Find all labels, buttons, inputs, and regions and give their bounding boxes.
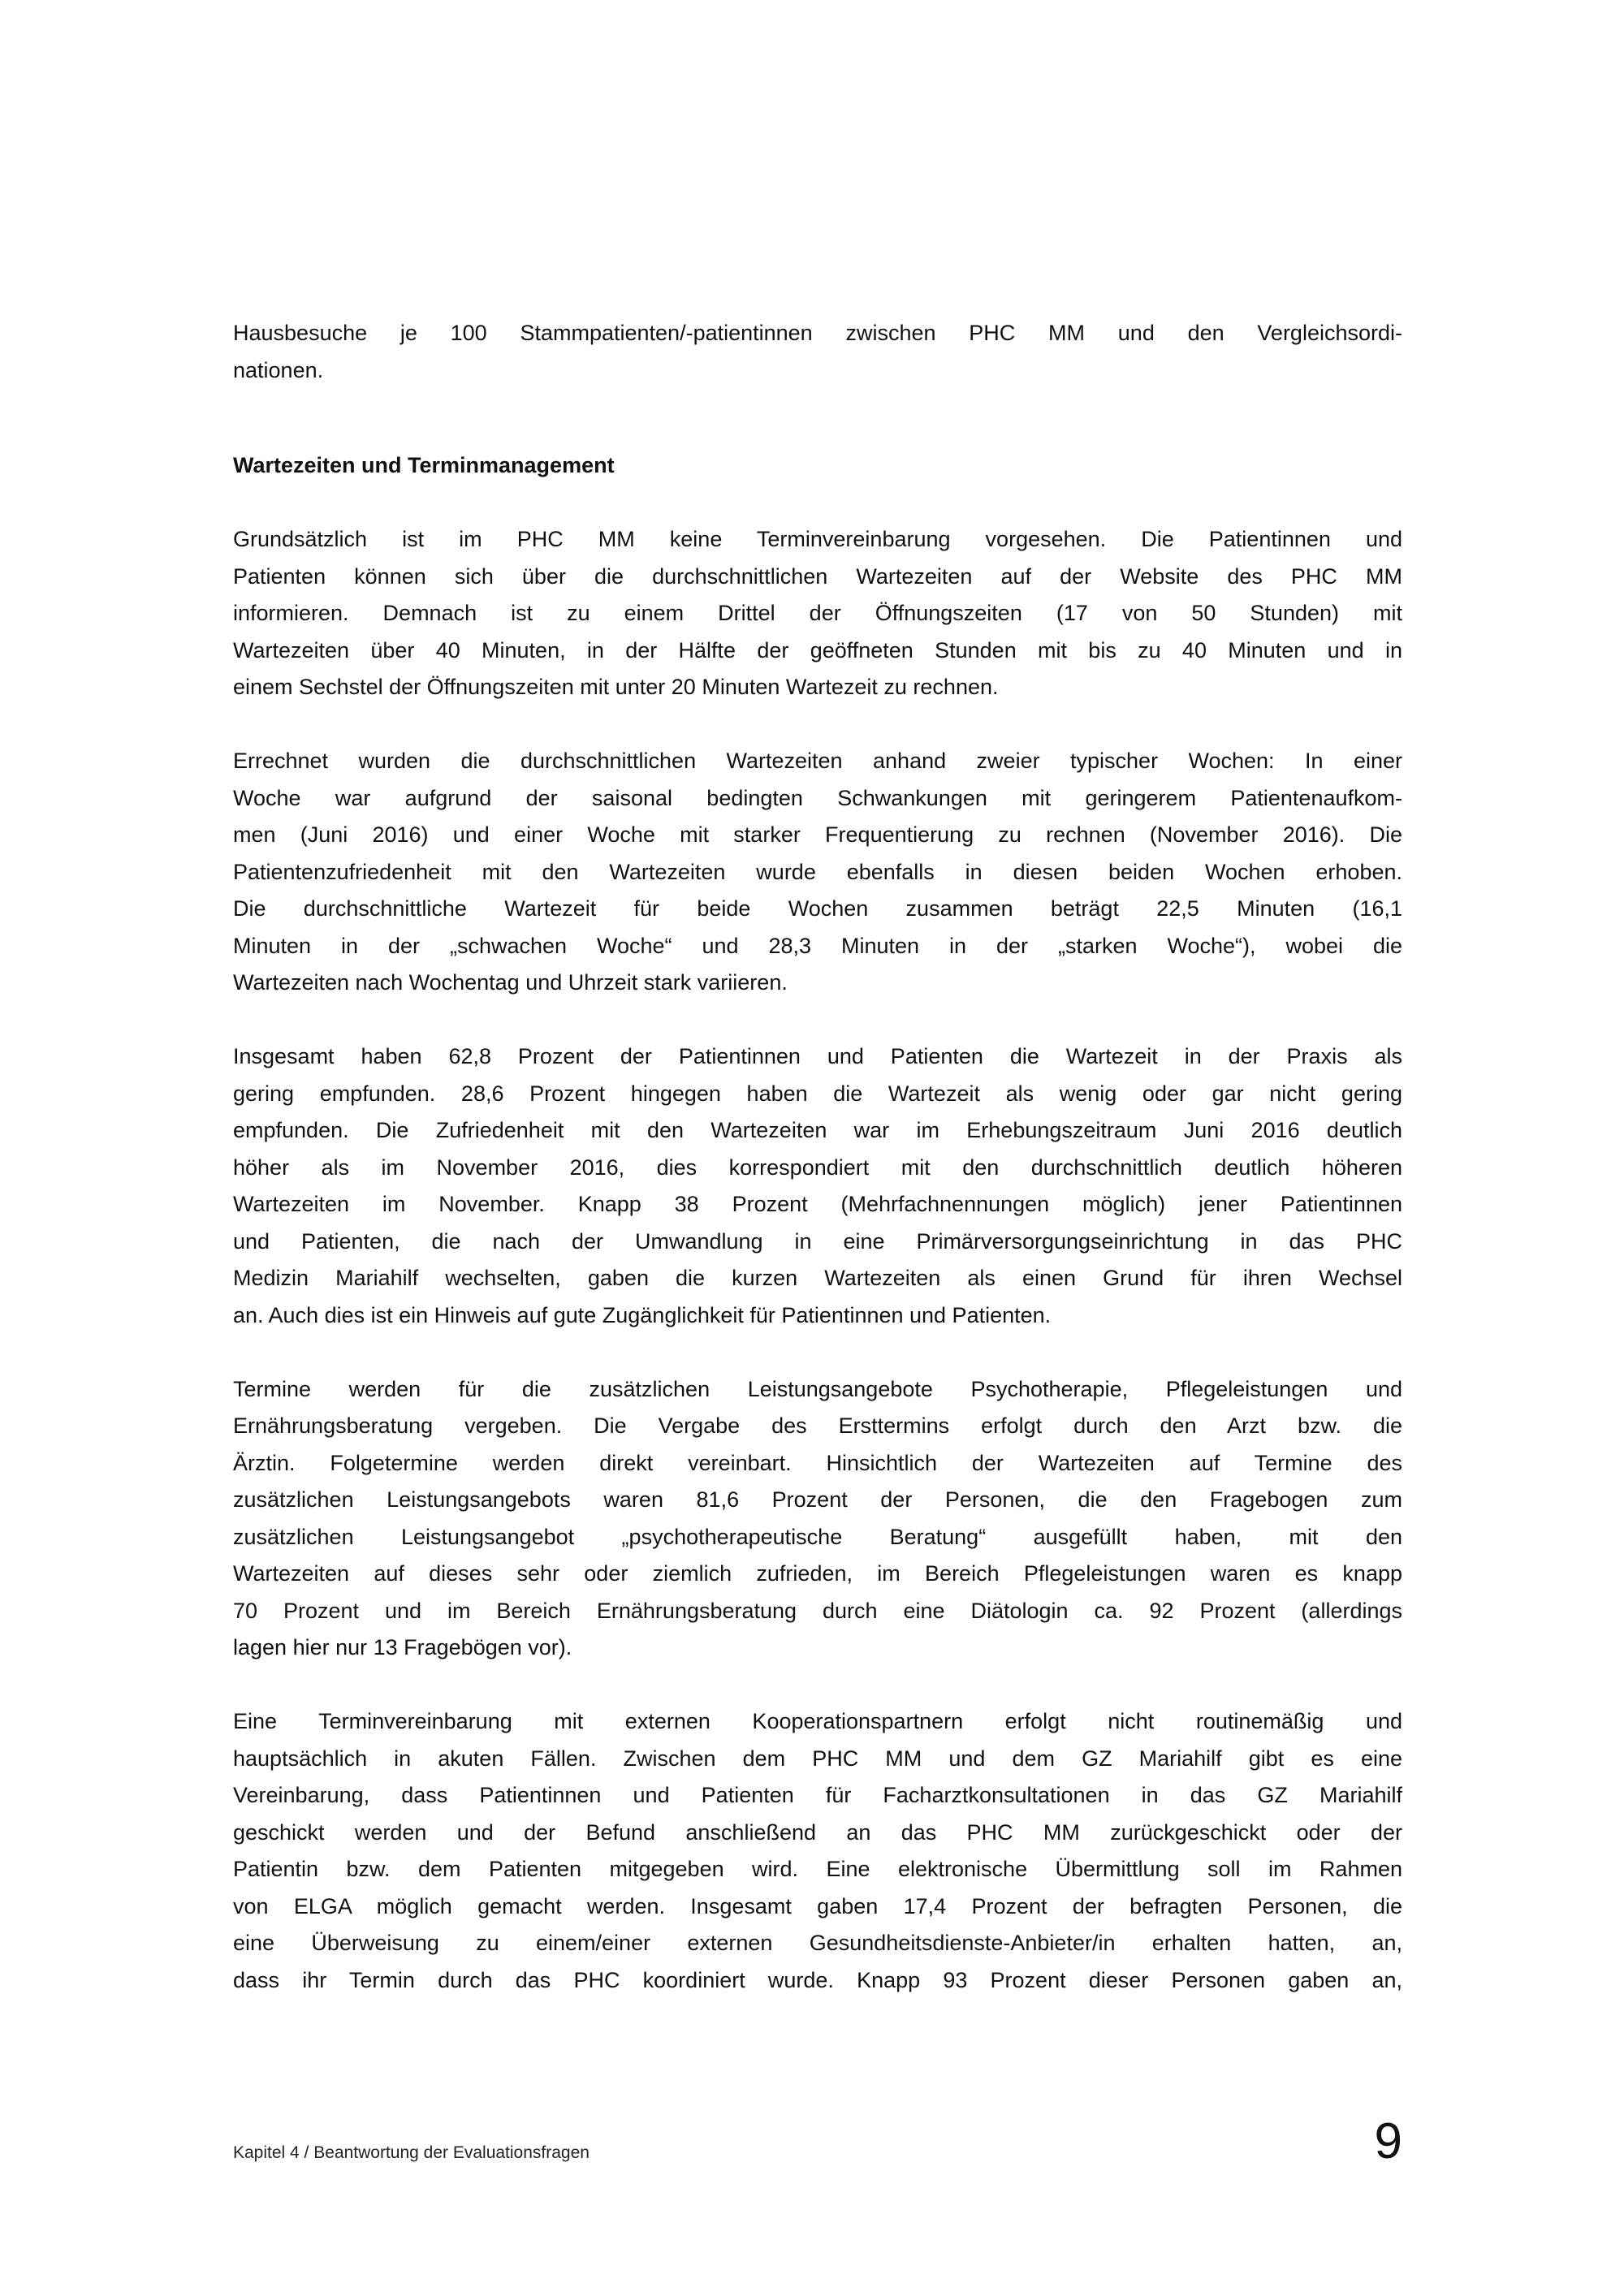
text-line: Minuten in der „schwachen Woche“ und 28,3 Minuten in der „starken Woche“), wobei die [233,933,1402,958]
text-line: lagen hier nur 13 Fragebögen vor). [233,1635,572,1659]
text-line: Grundsätzlich ist im PHC MM keine Terminvereinbarung vorgesehen. Die Patientinnen und [233,527,1402,551]
text-line: Wartezeiten im November. Knapp 38 Prozent (Mehrfachnennungen möglich) jener Patientinnen [233,1192,1402,1216]
text-line: Wartezeiten über 40 Minuten, in der Hälfte der geöffneten Stunden mit bis zu 40 Minuten und in [233,637,1402,662]
footer-chapter: Kapitel 4 / Beantwortung der Evaluationsfragen [233,2143,590,2162]
text-line: Hausbesuche je 100 Stammpatienten/-patientinnen zwischen PHC MM und den Vergleichsordi- [233,321,1402,345]
text-line: Insgesamt haben 62,8 Prozent der Patientinnen und Patienten die Wartezeit in der Praxis als [233,1044,1402,1068]
text-line: von ELGA möglich gemacht werden. Insgesamt gaben 17,4 Prozent der befragten Personen, die [233,1893,1402,1918]
text-line: empfunden. Die Zufriedenheit mit den Wartezeiten war im Erhebungszeitraum Juni 2016 deutlich [233,1118,1402,1142]
paragraphs [233,521,1402,1999]
text-line: Die durchschnittliche Wartezeit für beide Wochen zusammen beträgt 22,5 Minuten (16,1 [233,896,1402,921]
text-line: zusätzlichen Leistungsangebot „psychotherapeutische Beratung“ ausgefüllt haben, mit den [233,1524,1402,1549]
text-line: Ernährungsberatung vergeben. Die Vergabe des Ersttermins erfolgt durch den Arzt bzw. die [233,1413,1402,1438]
text-line: 70 Prozent und im Bereich Ernährungsberatung durch eine Diätologin ca. 92 Prozent (allerdings [233,1598,1402,1623]
text-line: dass ihr Termin durch das PHC koordiniert wurde. Knapp 93 Prozent dieser Personen gaben an, [233,1967,1402,1992]
text-line: men (Juni 2016) und einer Woche mit starker Frequentierung zu rechnen (November 2016). Die [233,822,1402,847]
text-line: einem Sechstel der Öffnungszeiten mit unter 20 Minuten Wartezeit zu rechnen. [233,675,999,699]
text-line: nationen. [233,357,324,382]
text-line: Patientenzufriedenheit mit den Wartezeiten wurde ebenfalls in diesen beiden Wochen erhoben. [233,859,1402,884]
text-line: Termine werden für die zusätzlichen Leistungsangebote Psychotherapie, Pflegeleistungen und [233,1376,1402,1401]
text-line: zusätzlichen Leistungsangebots waren 81,6 Prozent der Personen, die den Fragebogen zum [233,1487,1402,1512]
text-line: Medizin Mariahilf wechselten, gaben die kurzen Wartezeiten als einen Grund für ihren Wechsel [233,1266,1402,1290]
text-line: Eine Terminvereinbarung mit externen Kooperationspartnern erfolgt nicht routinemäßig und [233,1709,1402,1733]
paragraph [233,743,1402,1002]
page-number: 9 [1374,2113,1402,2169]
text-line: eine Überweisung zu einem/einer externen Gesundheitsdienste-Anbieter/in erhalten hatten, an, [233,1931,1402,1955]
paragraph [233,1371,1402,1667]
text-line: Errechnet wurden die durchschnittlichen Wartezeiten anhand zweier typischer Wochen: In einer [233,749,1402,773]
text-line: geschickt werden und der Befund anschließend an das PHC MM zurückgeschickt oder der [233,1819,1402,1845]
section-heading: Wartezeiten und Terminmanagement [233,453,615,477]
paragraph [233,1703,1402,1999]
text-line: an. Auch dies ist ein Hinweis auf gute Zugänglichkeit für Patientinnen und Patienten. [233,1302,1052,1327]
text-line: Woche war aufgrund der saisonal bedingten Schwankungen mit geringerem Patientenaufkom- [233,785,1402,810]
text-line: Vereinbarung, dass Patientinnen und Patienten für Facharztkonsultationen in das GZ Mariahilf [233,1783,1402,1807]
page-body [233,315,1402,2036]
text-line: hauptsächlich in akuten Fällen. Zwischen dem PHC MM und dem GZ Mariahilf gibt es eine [233,1746,1402,1771]
text-line: und Patienten, die nach der Umwandlung in eine Primärversorgungseinrichtung in das PHC [233,1228,1402,1254]
text-line: Patienten können sich über die durchschnittlichen Wartezeiten auf der Website des PHC MM [233,563,1402,589]
text-line: höher als im November 2016, dies korrespondiert mit den durchschnittlich deutlich höheren [233,1154,1402,1180]
paragraph [233,521,1402,706]
text-line: informieren. Demnach ist zu einem Drittel der Öffnungszeiten (17 von 50 Stunden) mit [233,601,1402,625]
text-line: Wartezeiten nach Wochentag und Uhrzeit stark variieren. [233,970,788,995]
intro-paragraph [233,315,1402,389]
text-line: Patientin bzw. dem Patienten mitgegeben wird. Eine elektronische Übermittlung soll im Rahmen [233,1857,1402,1881]
text-line: Ärztin. Folgetermine werden direkt vereinbart. Hinsichtlich der Wartezeiten auf Termine des [233,1450,1402,1475]
text-line: Wartezeiten auf dieses sehr oder ziemlich zufrieden, im Bereich Pflegeleistungen waren es knapp [233,1561,1402,1586]
paragraph [233,1038,1402,1334]
text-line: gering empfunden. 28,6 Prozent hingegen haben die Wartezeit als wenig oder gar nicht gering [233,1081,1402,1106]
